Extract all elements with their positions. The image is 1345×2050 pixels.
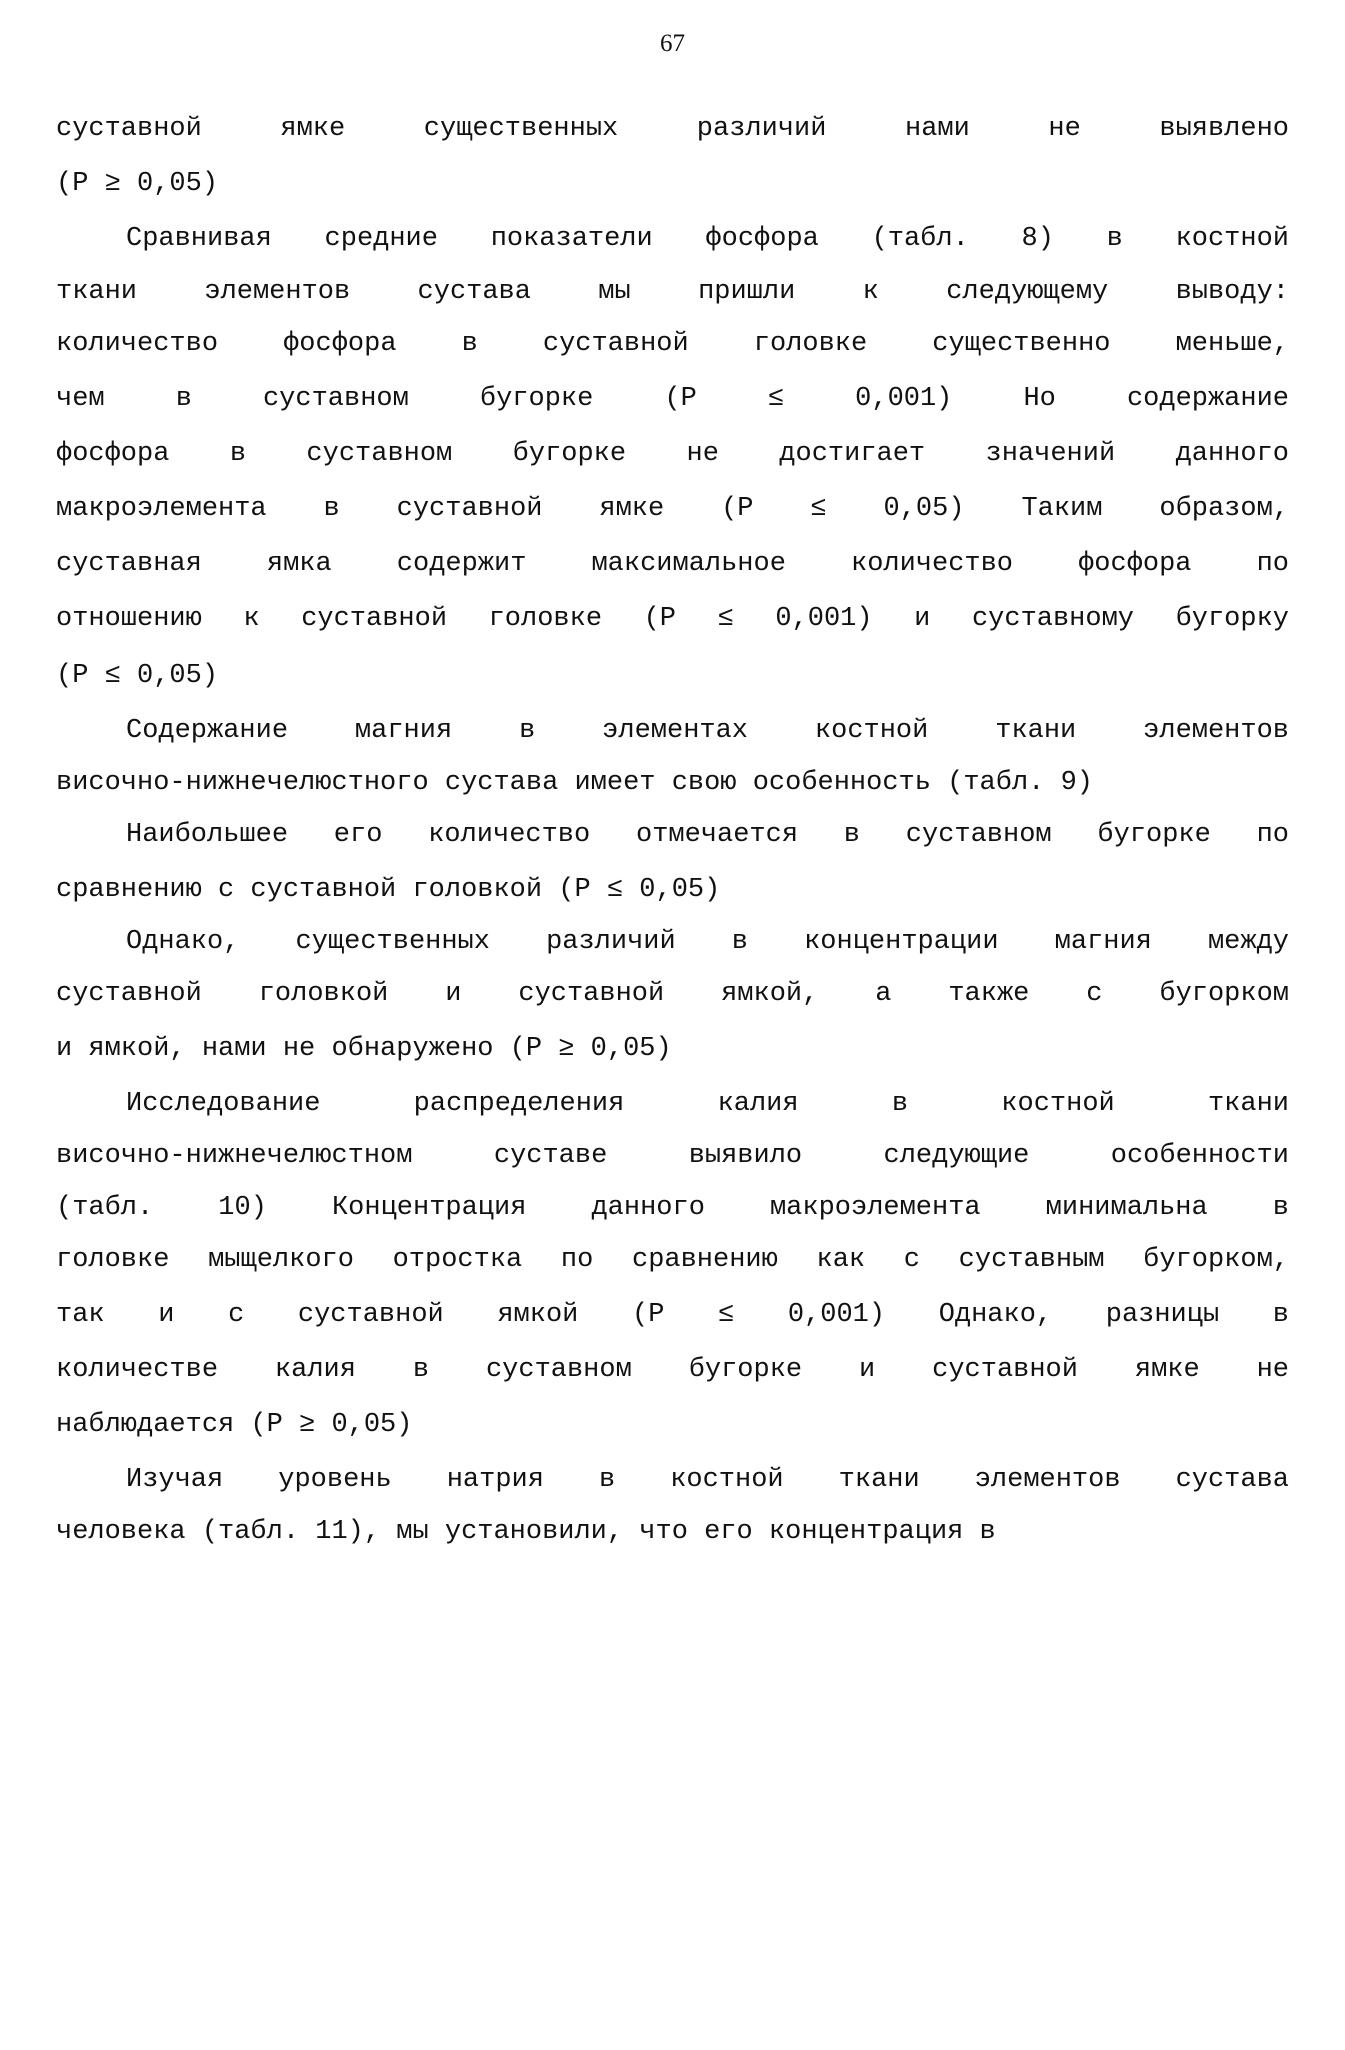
text-line: суставная ямка содержит максимальное количество фосфора по xyxy=(56,549,1289,579)
text-line: фосфора в суставном бугорке не достигает значений данного xyxy=(56,439,1289,469)
text-line: височно-нижнечелюстном суставе выявило следующие особенности xyxy=(56,1141,1289,1171)
text-line: и ямкой, нами не обнаружено (Р ≥ 0,05) xyxy=(56,1034,672,1064)
text-line: суставной головкой и суставной ямкой, а также с бугорком xyxy=(56,979,1289,1009)
text-line: Содержание магния в элементах костной ткани элементов xyxy=(126,716,1289,746)
text-line: наблюдается (Р ≥ 0,05) xyxy=(56,1410,413,1440)
text-line: Изучая уровень натрия в костной ткани элементов сустава xyxy=(126,1465,1289,1495)
text-line: суставной ямке существенных различий нами не выявлено xyxy=(56,114,1289,144)
text-line: человека (табл. 11), мы установили, что его концентрация в xyxy=(56,1517,996,1547)
text-line: ткани элементов сустава мы пришли к следующему выводу: xyxy=(56,277,1289,307)
text-line: сравнению с суставной головкой (Р ≤ 0,05) xyxy=(56,875,721,905)
text-line: количестве калия в суставном бугорке и суставной ямке не xyxy=(56,1355,1289,1385)
page-number: 67 xyxy=(660,30,685,57)
text-line: количество фосфора в суставной головке существенно меньше, xyxy=(56,329,1289,359)
text-line: (Р ≤ 0,05) xyxy=(56,661,219,691)
text-line: отношению к суставной головке (Р ≤ 0,001) и суставному бугорку xyxy=(56,604,1289,634)
text-line: макроэлемента в суставной ямке (Р ≤ 0,05) Таким образом, xyxy=(56,494,1289,524)
text-line: Наибольшее его количество отмечается в суставном бугорке по xyxy=(126,820,1289,850)
text-line: головке мыщелкого отростка по сравнению как с суставным бугорком, xyxy=(56,1245,1289,1275)
text-line: Однако, существенных различий в концентрации магния между xyxy=(126,927,1289,957)
text-line: Сравнивая средние показатели фосфора (табл. 8) в костной xyxy=(126,224,1289,254)
text-line: Исследование распределения калия в костной ткани xyxy=(126,1089,1289,1119)
text-line: (табл. 10) Концентрация данного макроэлемента минимальна в xyxy=(56,1193,1289,1223)
text-line: чем в суставном бугорке (Р ≤ 0,001) Но содержание xyxy=(56,384,1289,414)
text-line: височно-нижнечелюстного сустава имеет свою особенность (табл. 9) xyxy=(56,768,1093,798)
body-text xyxy=(56,112,1289,1550)
text-line: (Р ≥ 0,05) xyxy=(56,169,219,199)
text-line: так и с суставной ямкой (Р ≤ 0,001) Однако, разницы в xyxy=(56,1300,1289,1330)
